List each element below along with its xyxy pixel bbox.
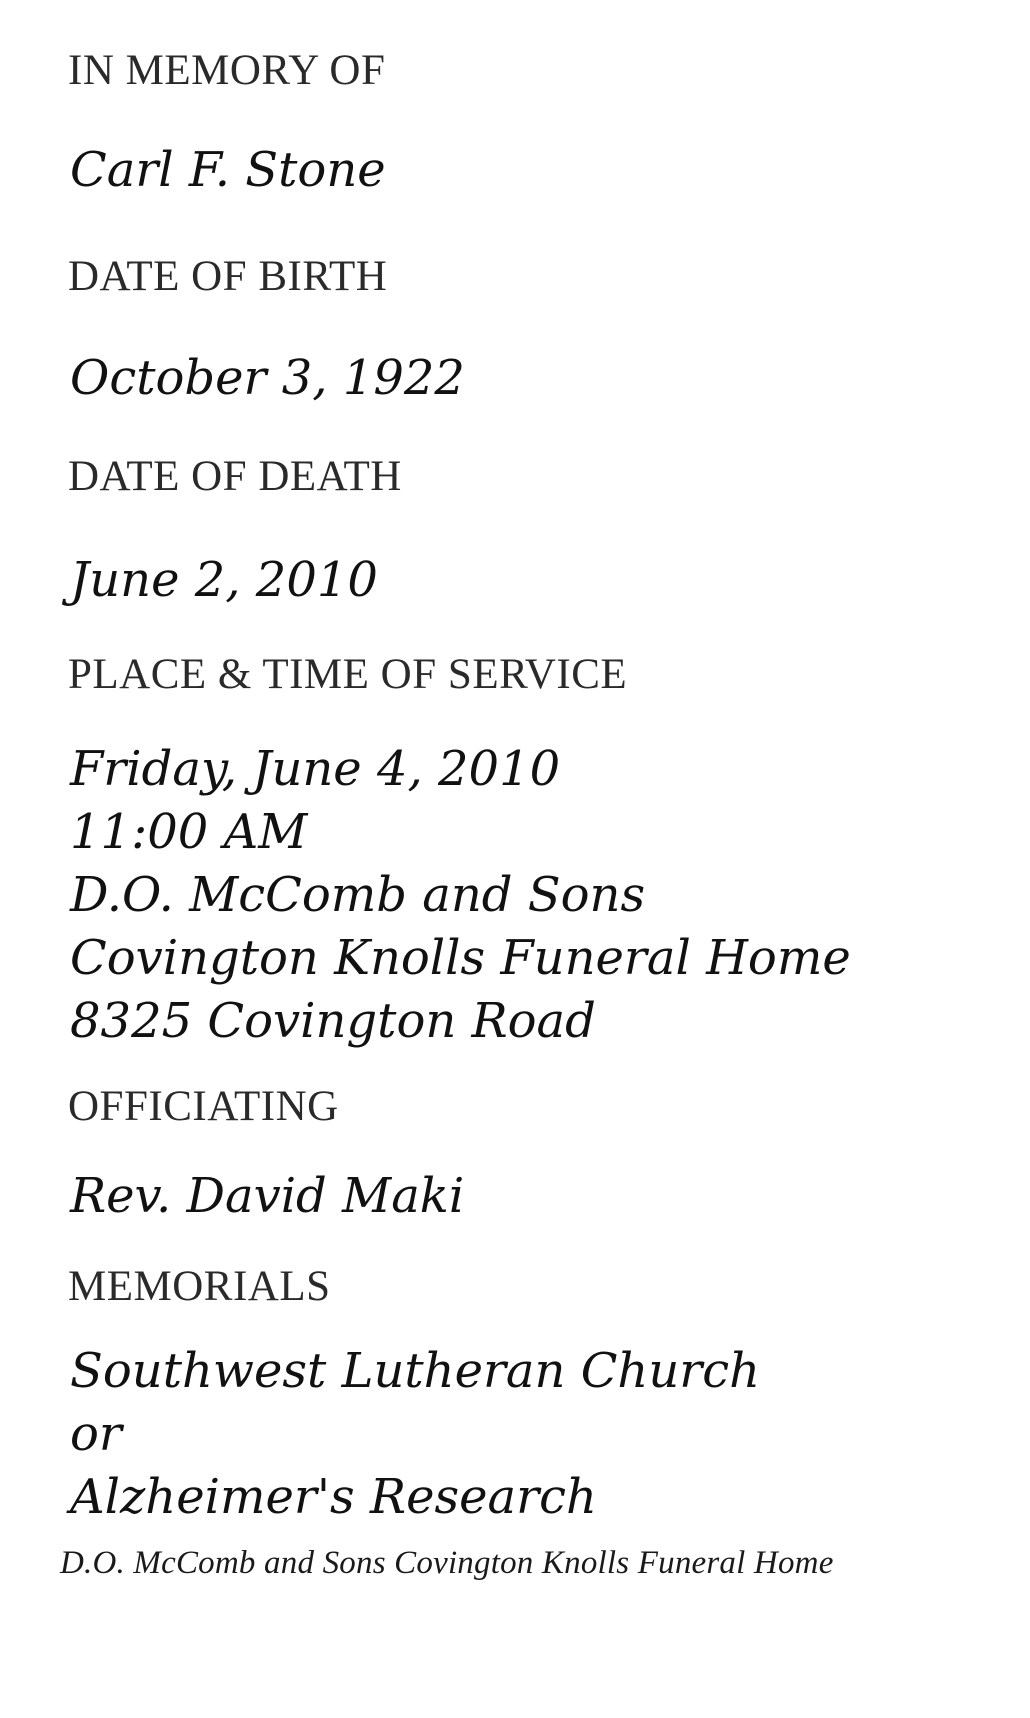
date-of-death-value: June 2, 2010: [70, 552, 378, 608]
service-line: 11:00 AM: [70, 804, 308, 860]
officiating-label: OFFICIATING: [68, 1083, 339, 1130]
service-line: Covington Knolls Funeral Home: [70, 930, 851, 986]
memorial-line: Alzheimer's Research: [70, 1469, 597, 1525]
service-line: D.O. McComb and Sons: [70, 867, 646, 923]
service-line: 8325 Covington Road: [70, 993, 596, 1049]
officiant-name: Rev. David Maki: [70, 1168, 465, 1224]
date-of-birth-value: October 3, 1922: [70, 350, 465, 406]
service-line: Friday, June 4, 2010: [70, 741, 561, 797]
service-details: [70, 738, 851, 1053]
date-of-birth-label: DATE OF BIRTH: [68, 253, 388, 300]
date-of-death-label: DATE OF DEATH: [68, 453, 402, 500]
memorials-list: [70, 1340, 760, 1529]
memorial-line: Southwest Lutheran Church: [70, 1343, 760, 1399]
memorials-label: MEMORIALS: [68, 1263, 331, 1310]
funeral-home-footer: D.O. McComb and Sons Covington Knolls Funeral Home: [60, 1545, 834, 1581]
memorial-line: or: [70, 1406, 122, 1462]
deceased-name: Carl F. Stone: [70, 142, 386, 198]
in-memory-of-label: IN MEMORY OF: [68, 47, 386, 94]
service-label: PLACE & TIME OF SERVICE: [68, 651, 628, 698]
